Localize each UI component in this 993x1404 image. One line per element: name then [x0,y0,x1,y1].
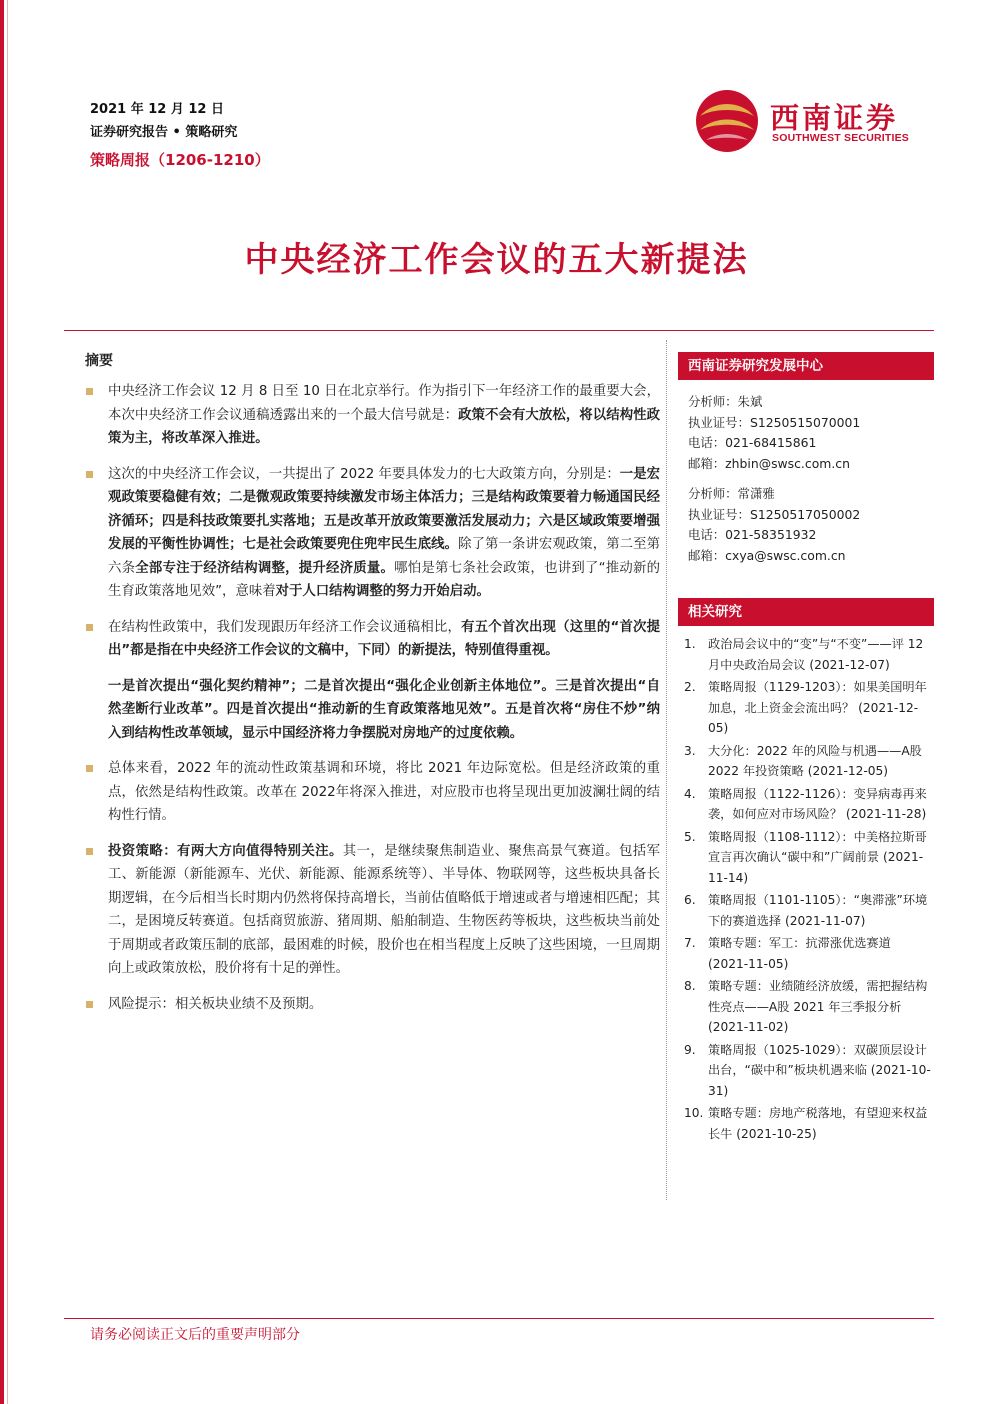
analyst-list [678,380,934,584]
text-run: 除了第一条讲宏观政策，第二至第六条 [108,537,661,576]
related-item[interactable] [684,933,934,974]
analyst-card [688,484,934,566]
company-logo [692,86,932,158]
related-item-number: 7. [684,936,696,950]
abstract-paragraph-7: 风险提示：相关板块业绩不及预期。 [84,993,660,1017]
related-item[interactable] [684,677,934,739]
related-item[interactable] [684,976,934,1038]
logo-text-en: SOUTHWEST SECURITIES [772,132,910,144]
abstract-section [84,350,660,1028]
disclaimer-footer: 请务必阅读正文后的重要声明部分 [90,1327,300,1343]
analyst-card [688,392,934,474]
analyst-phone: 电话：021-58351932 [688,527,817,542]
related-item[interactable] [684,784,934,825]
text-run: 哪怕是第七条社会政策，也讲到了“推动新的生育政策落地见效”，意味着 [108,560,661,599]
report-category: 证券研究报告 • 策略研究 [90,125,238,140]
research-center-heading: 西南证券研究发展中心 [678,352,934,380]
logo-text-cn: 西南证券 [770,101,899,135]
report-date: 2021 年 12 月 12 日 [90,102,224,117]
analyst-cert: 执业证号：S1250517050002 [688,506,861,522]
related-item-text: 策略专题：业绩随经济放缓，需把握结构性亮点——A股 2021 年三季报分析 (2021-11-02) [708,979,928,1034]
emphasis-run: 政策不会有大放松，将以结构性政策为主，将改革深入推进。 [108,407,661,446]
related-item[interactable] [684,827,934,889]
related-item-text: 策略周报（1108-1112）：中美格拉斯哥宣言再次确认“碳中和”广阔前景 (2021-11-14) [708,829,927,885]
related-item-number: 4. [684,786,696,801]
related-item-text: 大分化：2022 年的风险与机遇——A股 2022 年投资策略 (2021-12-05) [708,743,922,778]
related-item-text: 策略周报（1025-1029）：双碳顶层设计出台，“碳中和”板块机遇来临 (2021-10-31) [708,1042,931,1098]
emphasis-run: 投资策略：有两大方向值得特别关注。 [108,843,343,859]
top-divider [64,330,934,331]
left-accent-line [7,0,8,1404]
analyst-email[interactable]: 邮箱：cxya@swsc.com.cn [688,547,846,563]
report-meta [90,98,270,170]
related-item-text: 策略周报（1122-1126）：变异病毒再来袭，如何应对市场风险？ (2021-11-28) [708,786,927,821]
emphasis-run: 全部专注于经济结构调整，提升经济质量。 [135,560,395,576]
abstract-paragraph-6 [84,840,660,981]
text-run: 中央经济工作会议 12 月 8 日至 10 日在北京举行。作为指引下一年经济工作的最重要大会，本次中央经济工作会议通稿透露出来的一个最大信号就是： [108,384,660,423]
related-item[interactable] [684,1040,934,1102]
related-research-heading: 相关研究 [678,598,934,626]
emphasis-run: 对于人口结构调整的努力开始启动。 [275,584,490,599]
text-run: 这次的中央经济工作会议，一共提出了 2022 年要具体发力的七大政策方向，分别是： [108,466,620,482]
related-item-text: 策略周报（1101-1105）：“奥滞涨”环境下的赛道选择 (2021-11-07) [708,893,928,928]
left-accent-stripe [0,0,4,1404]
abstract-paragraph-3 [84,616,660,663]
abstract-paragraph-4: 一是首次提出“强化契约精神”；二是首次提出“强化企业创新主体地位”。三是首次提出“自然垄断行业改革”。四是首次提出“推动新的生育政策落地见效”。五是首次将“房住不炒”纳入到结构性改革领域，显示中国经济将力争摆脱对房地产的过度依赖。 [108,678,660,741]
related-item-text: 策略专题：房地产税落地，有望迎来权益长牛 (2021-10-25) [708,1106,928,1141]
bottom-divider [64,1318,934,1319]
abstract-heading: 摘要 [85,353,113,369]
abstract-paragraph-5: 总体来看，2022 年的流动性政策基调和环境，将比 2021 年边际宽松。但是经济政策的重点，依然是结构性政策。改革在 2022年将深入推进，对应股市也将呈现出更加波澜壮阔的结构性行情。 [84,757,660,828]
related-item[interactable] [684,741,934,782]
related-item-number: 2. [684,680,696,694]
related-item-number: 1. [684,637,696,651]
analyst-phone: 电话：021-68415861 [688,435,817,450]
related-item-number: 6. [684,893,696,907]
related-item-number: 5. [684,829,696,844]
abstract-paragraph-2 [84,463,660,604]
related-item[interactable] [684,1103,934,1144]
related-item-text: 策略周报（1129-1203）：如果美国明年加息，北上资金会流出吗？ (2021-12-05) [708,680,927,735]
column-divider [666,340,667,1200]
analyst-email[interactable]: 邮箱：zhbin@swsc.com.cn [688,455,850,471]
related-item[interactable] [684,634,934,675]
abstract-paragraph-1 [84,380,660,451]
sidebar [678,352,934,1146]
emphasis-run: 有五个首次出现（这里的“首次提出”都是指在中央经济工作会议的文稿中，下同）的新提法，特别值得重视。 [108,619,660,658]
report-title: 中央经济工作会议的五大新提法 [244,240,749,280]
related-item-text: 策略专题：军工：抗滞涨优选赛道 (2021-11-05) [708,936,891,971]
logo-emblem-icon [692,86,762,156]
emphasis-run: 一是宏观政策要稳健有效；二是微观政策要持续激发市场主体活力；三是结构政策要着力畅通国民经济循环；四是科技政策要扎实落地；五是改革开放政策要激活发展动力；六是区域政策要增强发展的平衡性协调性；七是社会政策要兜住兜牢民生底线。 [108,466,660,552]
related-item-number: 10. [684,1106,704,1120]
report-series: 策略周报（1206-1210） [90,151,270,169]
related-research-list [678,634,934,1144]
text-run: 在结构性政策中，我们发现跟历年经济工作会议通稿相比， [108,619,462,635]
analyst-name: 分析师：常潇雅 [688,486,775,501]
related-item-number: 3. [684,743,696,758]
related-item-number: 8. [684,979,696,993]
text-run: 其一，是继续聚焦制造业、聚焦高景气赛道。包括军工、新能源（新能源车、光伏、新能源、能源系统等）、半导体、物联网等，这些板块具备长期逻辑，在今后相当长时期内仍然将保持高增长，当前估值略低于增速或者与增速相匹配；其二，是困境反转赛道。包括商贸旅游、猪周期、船舶制造、生物医药等板块，这些板块当前处于周期或者政策压制的底部，最困难的时候，股价也在相当程度上反映了这些困境，一旦周期向上或政策放松，股价将有十足的弹性。 [108,843,661,976]
related-item-text: 政治局会议中的“变”与“不变”——评 12月中央政治局会议 (2021-12-07) [708,637,924,672]
related-item[interactable] [684,890,934,931]
analyst-name: 分析师：朱斌 [688,394,763,409]
analyst-cert: 执业证号：S1250515070001 [688,414,861,430]
related-item-number: 9. [684,1042,696,1057]
